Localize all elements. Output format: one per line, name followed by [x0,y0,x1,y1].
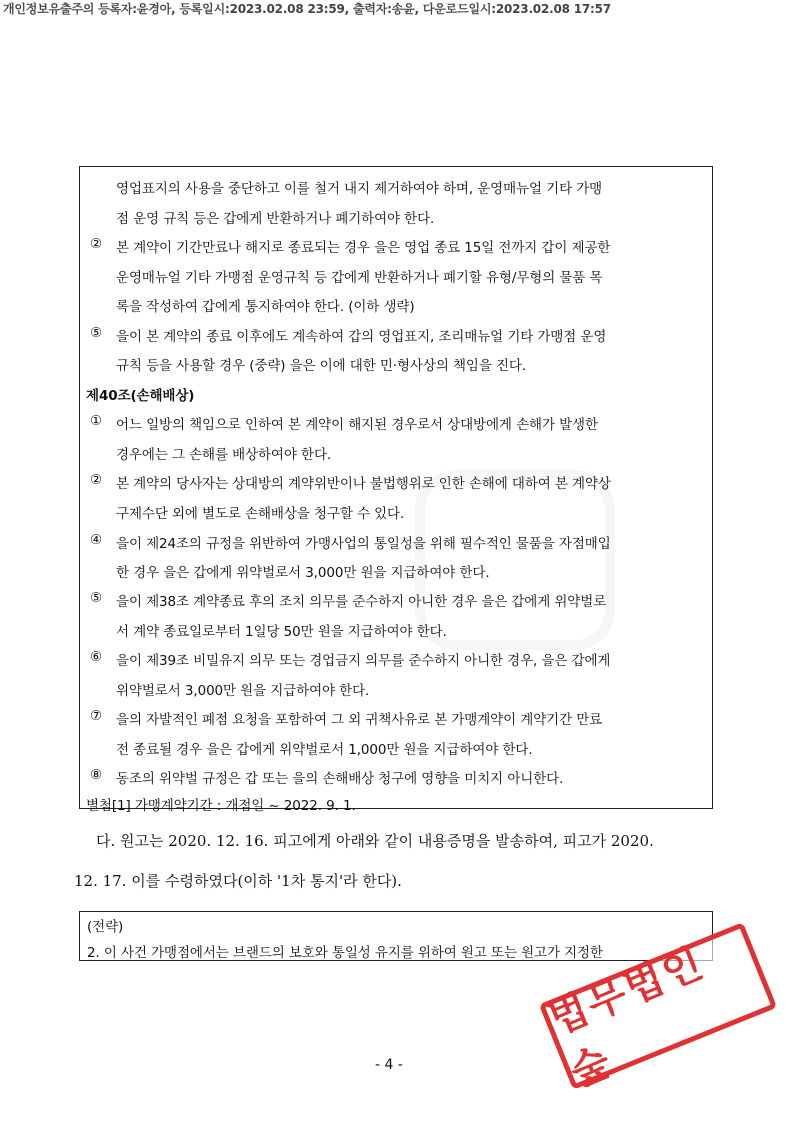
clause-text: 을이 제24조의 규정을 위반하여 가맹사업의 통일성을 위해 필수적인 물품을 자점매입 [116,536,611,552]
contract-line [86,794,356,814]
clause-number: ⑤ [90,590,103,606]
contract-line [116,443,331,463]
quoted-notice-box [79,911,713,961]
clause-text: 운영매뉴얼 기타 가맹점 운영규칙 등 갑에게 반환하거나 폐기할 유형/무형의 물품 목 [116,270,603,286]
clause-number: ⑥ [90,649,103,665]
clause-text: 영업표지의 사용을 중단하고 이를 철거 내지 제거하여야 하며, 운영매뉴얼 기타 가맹 [116,181,603,197]
clause-number: ④ [90,532,103,548]
contract-line [90,532,611,552]
contract-line [90,325,607,345]
clause-text: 을의 자발적인 폐점 요청을 포함하여 그 외 귀책사유로 본 가맹계약이 계약기간 만료 [116,712,603,728]
clause-number: ② [90,472,103,488]
clause-text: 본 계약이 기간만료나 해지로 종료되는 경우 을은 영업 종료 15일 전까지 갑이 제공한 [116,240,611,256]
contract-line [116,266,602,286]
page-number: - 4 - [375,1057,403,1073]
clause-number: ⑦ [90,708,103,724]
contract-line [90,236,611,256]
contract-line [116,207,434,227]
clause-text: 을이 본 계약의 종료 이후에도 계속하여 갑의 영업표지, 조리매뉴얼 기타 가맹점 운영 [116,329,607,345]
print-header-note: 개인정보유출주의 등록자:윤경아, 등록일시:2023.02.08 23:59, 출력자:송윤, 다운로드일시:2023.02.08 17:57 [3,2,611,16]
contract-line [116,295,415,315]
paragraph-line-2: 12. 17. 이를 수령하였다(이하 '1차 통지'라 한다). [74,872,402,890]
clause-text: 전 종료될 경우 을은 갑에게 위약벌로서 1,000만 원을 지급하여야 한다. [116,742,533,758]
clause-text: 서 계약 종료일로부터 1일당 50만 원을 지급하여야 한다. [116,624,447,640]
contract-line [90,413,598,433]
clause-text: 동조의 위약벌 규정은 갑 또는 을의 손해배상 청구에 영향을 미치지 아니한다. [116,771,564,787]
contract-line [116,738,533,758]
clause-text: 경우에는 그 손해를 배상하여야 한다. [116,447,332,463]
stamp-text: 법무법인 숲 [539,922,777,1090]
clause-text: 어느 일방의 책임으로 인하여 본 계약이 해지된 경우로서 상대방에게 손해가 발생한 [116,417,598,433]
section-heading [86,384,194,404]
contract-line [90,708,603,728]
paragraph-line-1: 다. 원고는 2020. 12. 16. 피고에게 아래와 같이 내용증명을 발송하여, 피고가 2020. [96,832,654,850]
clause-text: 규칙 등을 사용할 경우 (중략) 을은 이에 대한 민·형사상의 책임을 진다. [116,358,527,374]
clause-number: ⑧ [90,767,103,783]
clause-text: 을이 제39조 비밀유지 의무 또는 경업금지 의무를 준수하지 아니한 경우, 을은 갑에게 [116,653,611,669]
contract-line [116,177,602,197]
clause-number: ② [90,236,103,252]
clause-text: 별첨[1] 가맹계약기간 : 개점일 ~ 2022. 9. 1. [86,798,356,814]
clause-number: ⑤ [90,325,103,341]
contract-line [116,679,369,699]
contract-line [116,620,447,640]
contract-line [116,502,404,522]
contract-line [116,561,490,581]
contract-line [90,767,564,787]
notice-box-line-1: (전략) [87,919,124,935]
clause-text: 구제수단 외에 별도로 손해배상을 청구할 수 있다. [116,506,405,522]
clause-text: 을이 제38조 계약종료 후의 조치 의무를 준수하지 아니한 경우 을은 갑에게 위약벌로 [116,594,607,610]
clause-number: ① [90,413,103,429]
quoted-contract-box [79,166,713,814]
clause-text: 한 경우 을은 갑에게 위약벌로서 3,000만 원을 지급하여야 한다. [116,565,490,581]
clause-text: 록을 작성하여 갑에게 통지하여야 한다. (이하 생략) [116,299,415,315]
clause-text: 점 운영 규칙 등은 갑에게 반환하거나 폐기하여야 한다. [116,211,435,227]
notice-box-line-2: 2. 이 사건 가맹점에서는 브랜드의 보호와 통일성 유지를 위하여 원고 또는 원고가 지정한 [87,945,603,961]
contract-line [90,472,611,492]
contract-line [90,590,607,610]
contract-line [90,649,611,669]
clause-text: 제40조(손해배상) [86,388,195,404]
clause-text: 위약벌로서 3,000만 원을 지급하여야 한다. [116,683,370,699]
clause-text: 본 계약의 당사자는 상대방의 계약위반이나 불법행위로 인한 손해에 대하여 본 계약상 [116,476,611,492]
contract-line [116,354,526,374]
